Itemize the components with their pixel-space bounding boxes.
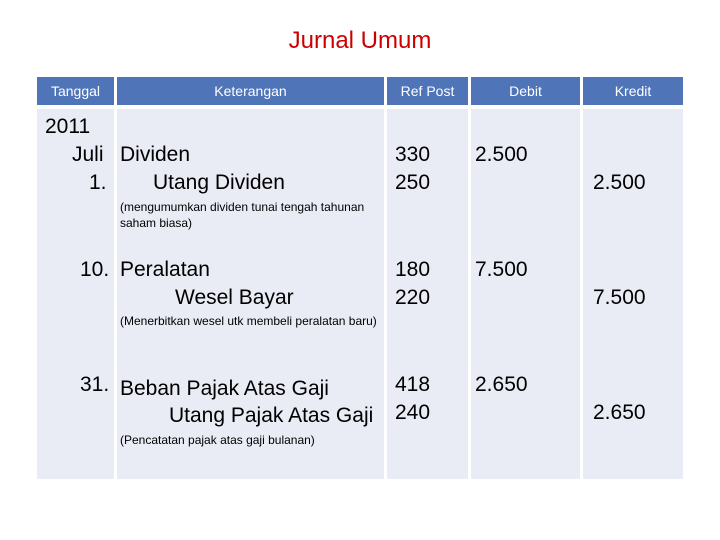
header-kredit: Kredit xyxy=(583,77,683,105)
entry-credit-amount: 2.650 xyxy=(593,401,646,424)
entry-credit-account: Wesel Bayar xyxy=(175,286,294,309)
header-ref-post: Ref Post xyxy=(387,77,468,105)
entry-debit-account: Beban Pajak Atas Gaji xyxy=(120,377,329,400)
entry-ref-credit: 240 xyxy=(395,401,431,424)
entry-debit-amount: 2.650 xyxy=(475,373,528,396)
entry-ref-debit: 418 xyxy=(395,373,431,396)
month-label: Juli xyxy=(72,143,104,166)
entry-debit-amount: 2.500 xyxy=(475,143,528,166)
entry-credit-amount: 2.500 xyxy=(593,171,646,194)
header-debit: Debit xyxy=(471,77,580,105)
entry-ref-credit: 250 xyxy=(395,171,431,194)
entry-credit-account: Utang Pajak Atas Gaji xyxy=(169,404,374,427)
header-keterangan: Keterangan xyxy=(117,77,384,105)
entry-day: 10. xyxy=(80,258,110,281)
page-title: Jurnal Umum xyxy=(288,27,432,54)
journal-table xyxy=(37,77,683,479)
entry-day: 1. xyxy=(89,171,107,194)
entry-note: (mengumumkan dividen tunai tengah tahunan saham biasa) xyxy=(120,200,365,230)
entry-debit-account: Peralatan xyxy=(120,258,210,281)
entry-ref-debit: 180 xyxy=(395,258,431,281)
entry-ref-credit: 220 xyxy=(395,286,431,309)
entry-debit-amount: 7.500 xyxy=(475,258,528,281)
entry-day: 31. xyxy=(80,373,110,396)
entry-credit-account: Utang Dividen xyxy=(153,171,285,194)
entry-debit-account: Dividen xyxy=(120,143,191,166)
entry-ref-debit: 330 xyxy=(395,143,431,166)
entry-note: (Pencatatan pajak atas gaji bulanan) xyxy=(120,433,315,447)
entry-note: (Menerbitkan wesel utk membeli peralatan baru) xyxy=(120,314,377,328)
year-label: 2011 xyxy=(45,115,91,138)
entry-credit-amount: 7.500 xyxy=(593,286,646,309)
header-tanggal: Tanggal xyxy=(37,77,114,105)
